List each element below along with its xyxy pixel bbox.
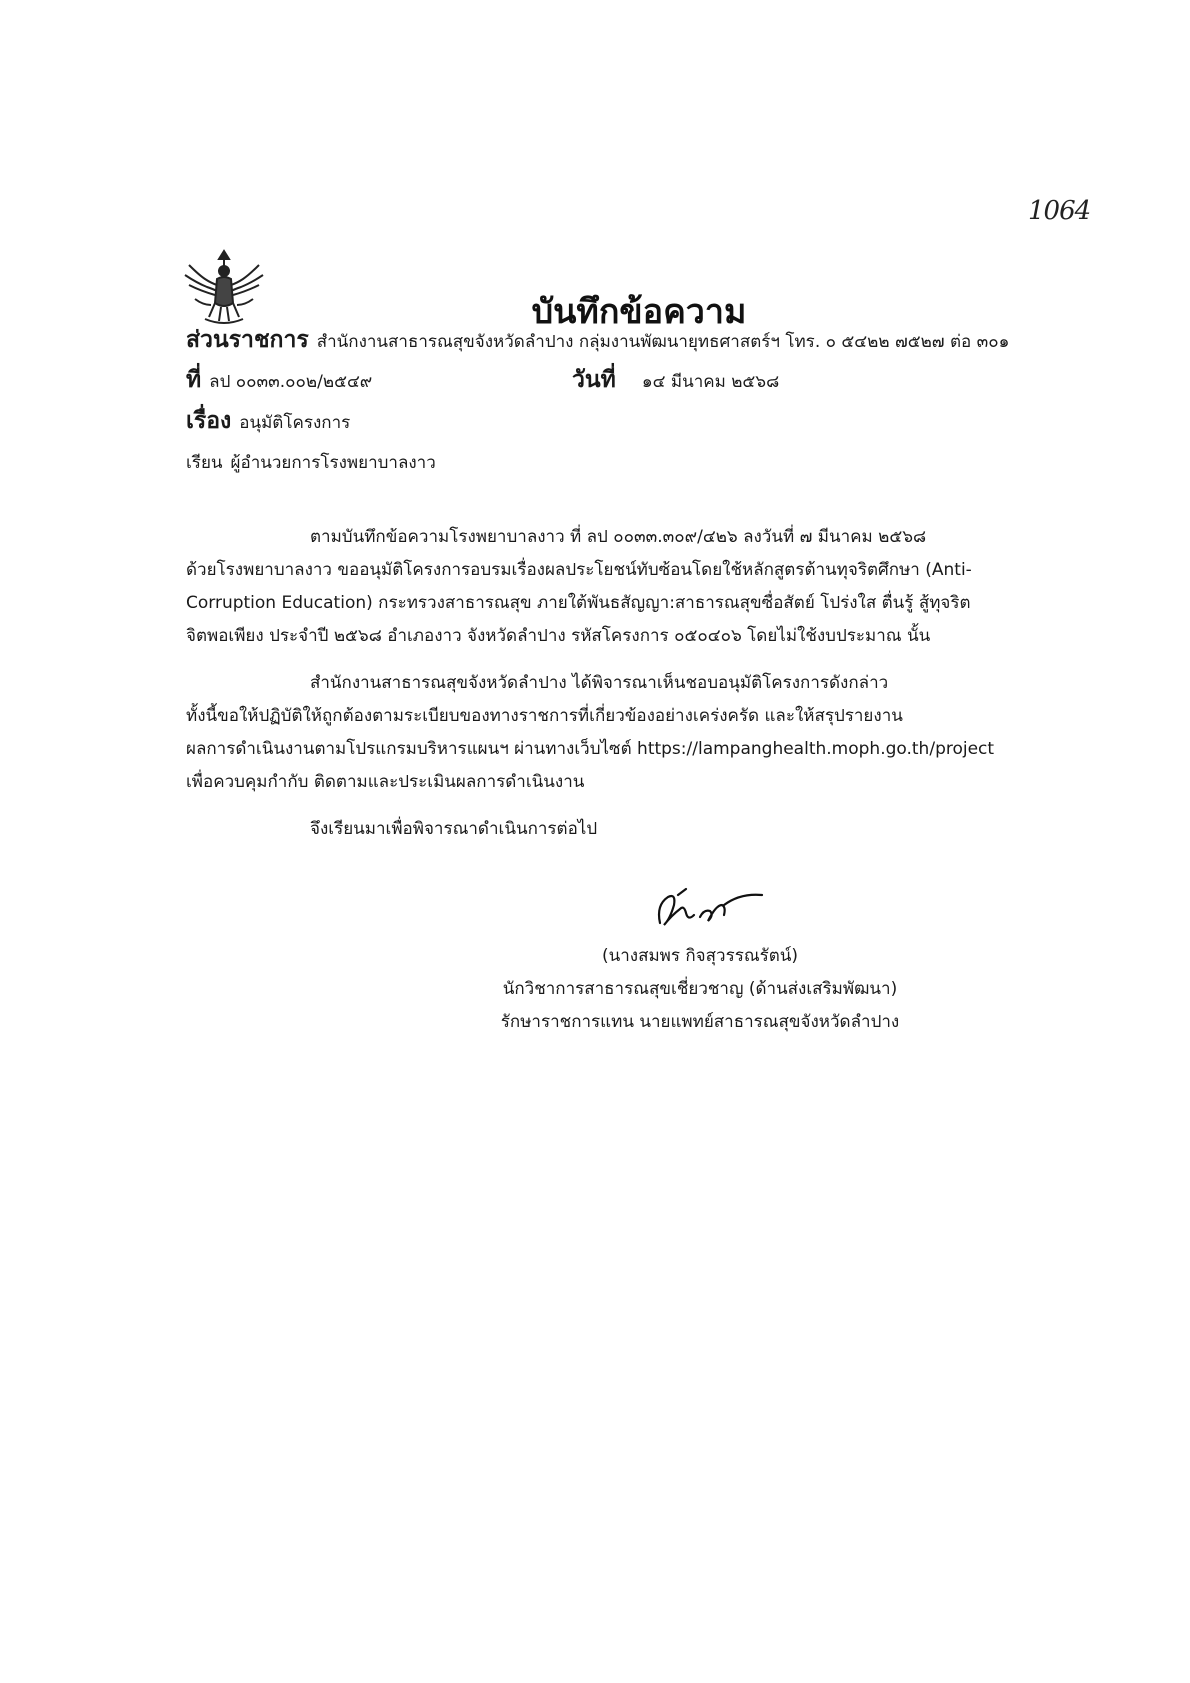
signatory-position: นักวิชาการสาธารณสุขเชี่ยวชาญ (ด้านส่งเสริมพัฒนา) [502, 979, 898, 999]
recipient-label: เรียน [186, 453, 223, 473]
agency-label: ส่วนราชการ [186, 327, 309, 353]
date-value: ๑๔ มีนาคม ๒๕๖๘ [641, 372, 780, 392]
date-label: วันที่ [572, 367, 616, 393]
recipient-row [186, 449, 436, 476]
reference-row [186, 362, 372, 398]
handwritten-signature [650, 875, 770, 937]
handwritten-page-number: 1064 [1028, 196, 1091, 226]
reference-label: ที่ [186, 367, 202, 393]
reference-number: ลป ๐๐๓๓.๐๐๒/๒๕๔๙ [209, 372, 373, 392]
para2-line: สำนักงานสาธารณสุขจังหวัดลำปาง ได้พิจารณาเห็นชอบอนุมัติโครงการดังกล่าว [310, 673, 889, 693]
para1-line: Corruption Education) กระทรวงสาธารณสุข ภายใต้พันธสัญญา:สาธารณสุขซื่อสัตย์ โปร่งใส ตื่นรู้ สู้ทุจริต [186, 593, 971, 613]
closing-sentence: จึงเรียนมาเพื่อพิจารณาดำเนินการต่อไป [310, 819, 598, 839]
date-row [572, 362, 779, 398]
subject-label: เรื่อง [186, 408, 232, 434]
memo-title: บันทึกข้อความ [531, 292, 747, 332]
signatory-acting: รักษาราชการแทน นายแพทย์สาธารณสุขจังหวัดลำปาง [500, 1012, 900, 1032]
para2-line: เพื่อควบคุมกำกับ ติดตามและประเมินผลการดำเนินงาน [186, 772, 585, 792]
para2-line: ทั้งนี้ขอให้ปฏิบัติให้ถูกต้องตามระเบียบของทางราชการที่เกี่ยวข้องอย่างเคร่งครัด และให้สรุปรายงาน [186, 706, 903, 726]
subject-row [186, 403, 350, 439]
signatory-name: (นางสมพร กิจสุวรรณรัตน์) [601, 946, 799, 966]
body-paragraph-1 [186, 521, 1012, 653]
para1-line: จิตพอเพียง ประจำปี ๒๕๖๘ อำเภองาว จังหวัดลำปาง รหัสโครงการ ๐๕๐๔๐๖ โดยไม่ใช้งบประมาณ นั้น [186, 626, 931, 646]
subject-value: อนุมัติโครงการ [239, 413, 351, 433]
para1-line: ตามบันทึกข้อความโรงพยาบาลงาว ที่ ลป ๐๐๓๓.๓๐๙/๔๒๖ ลงวันที่ ๗ มีนาคม ๒๕๖๘ [310, 527, 927, 547]
signature-block [470, 940, 930, 1039]
para1-line: ด้วยโรงพยาบาลงาว ขออนุมัติโครงการอบรมเรื่องผลประโยชน์ทับซ้อนโดยใช้หลักสูตรต้านทุจริตศึกษา (Anti- [186, 560, 972, 580]
para2-line: ผลการดำเนินงานตามโปรแกรมบริหารแผนฯ ผ่านทางเว็บไซต์ https://lampanghealth.moph.go.th/project [186, 739, 995, 759]
body-paragraph-2 [186, 667, 1012, 799]
recipient-value: ผู้อำนวยการโรงพยาบาลงาว [230, 453, 436, 473]
agency-value: สำนักงานสาธารณสุขจังหวัดลำปาง กลุ่มงานพัฒนายุทธศาสตร์ฯ โทร. ๐ ๕๔๒๒ ๗๕๒๗ ต่อ ๓๐๑ [316, 332, 1010, 352]
agency-row [186, 322, 1009, 358]
